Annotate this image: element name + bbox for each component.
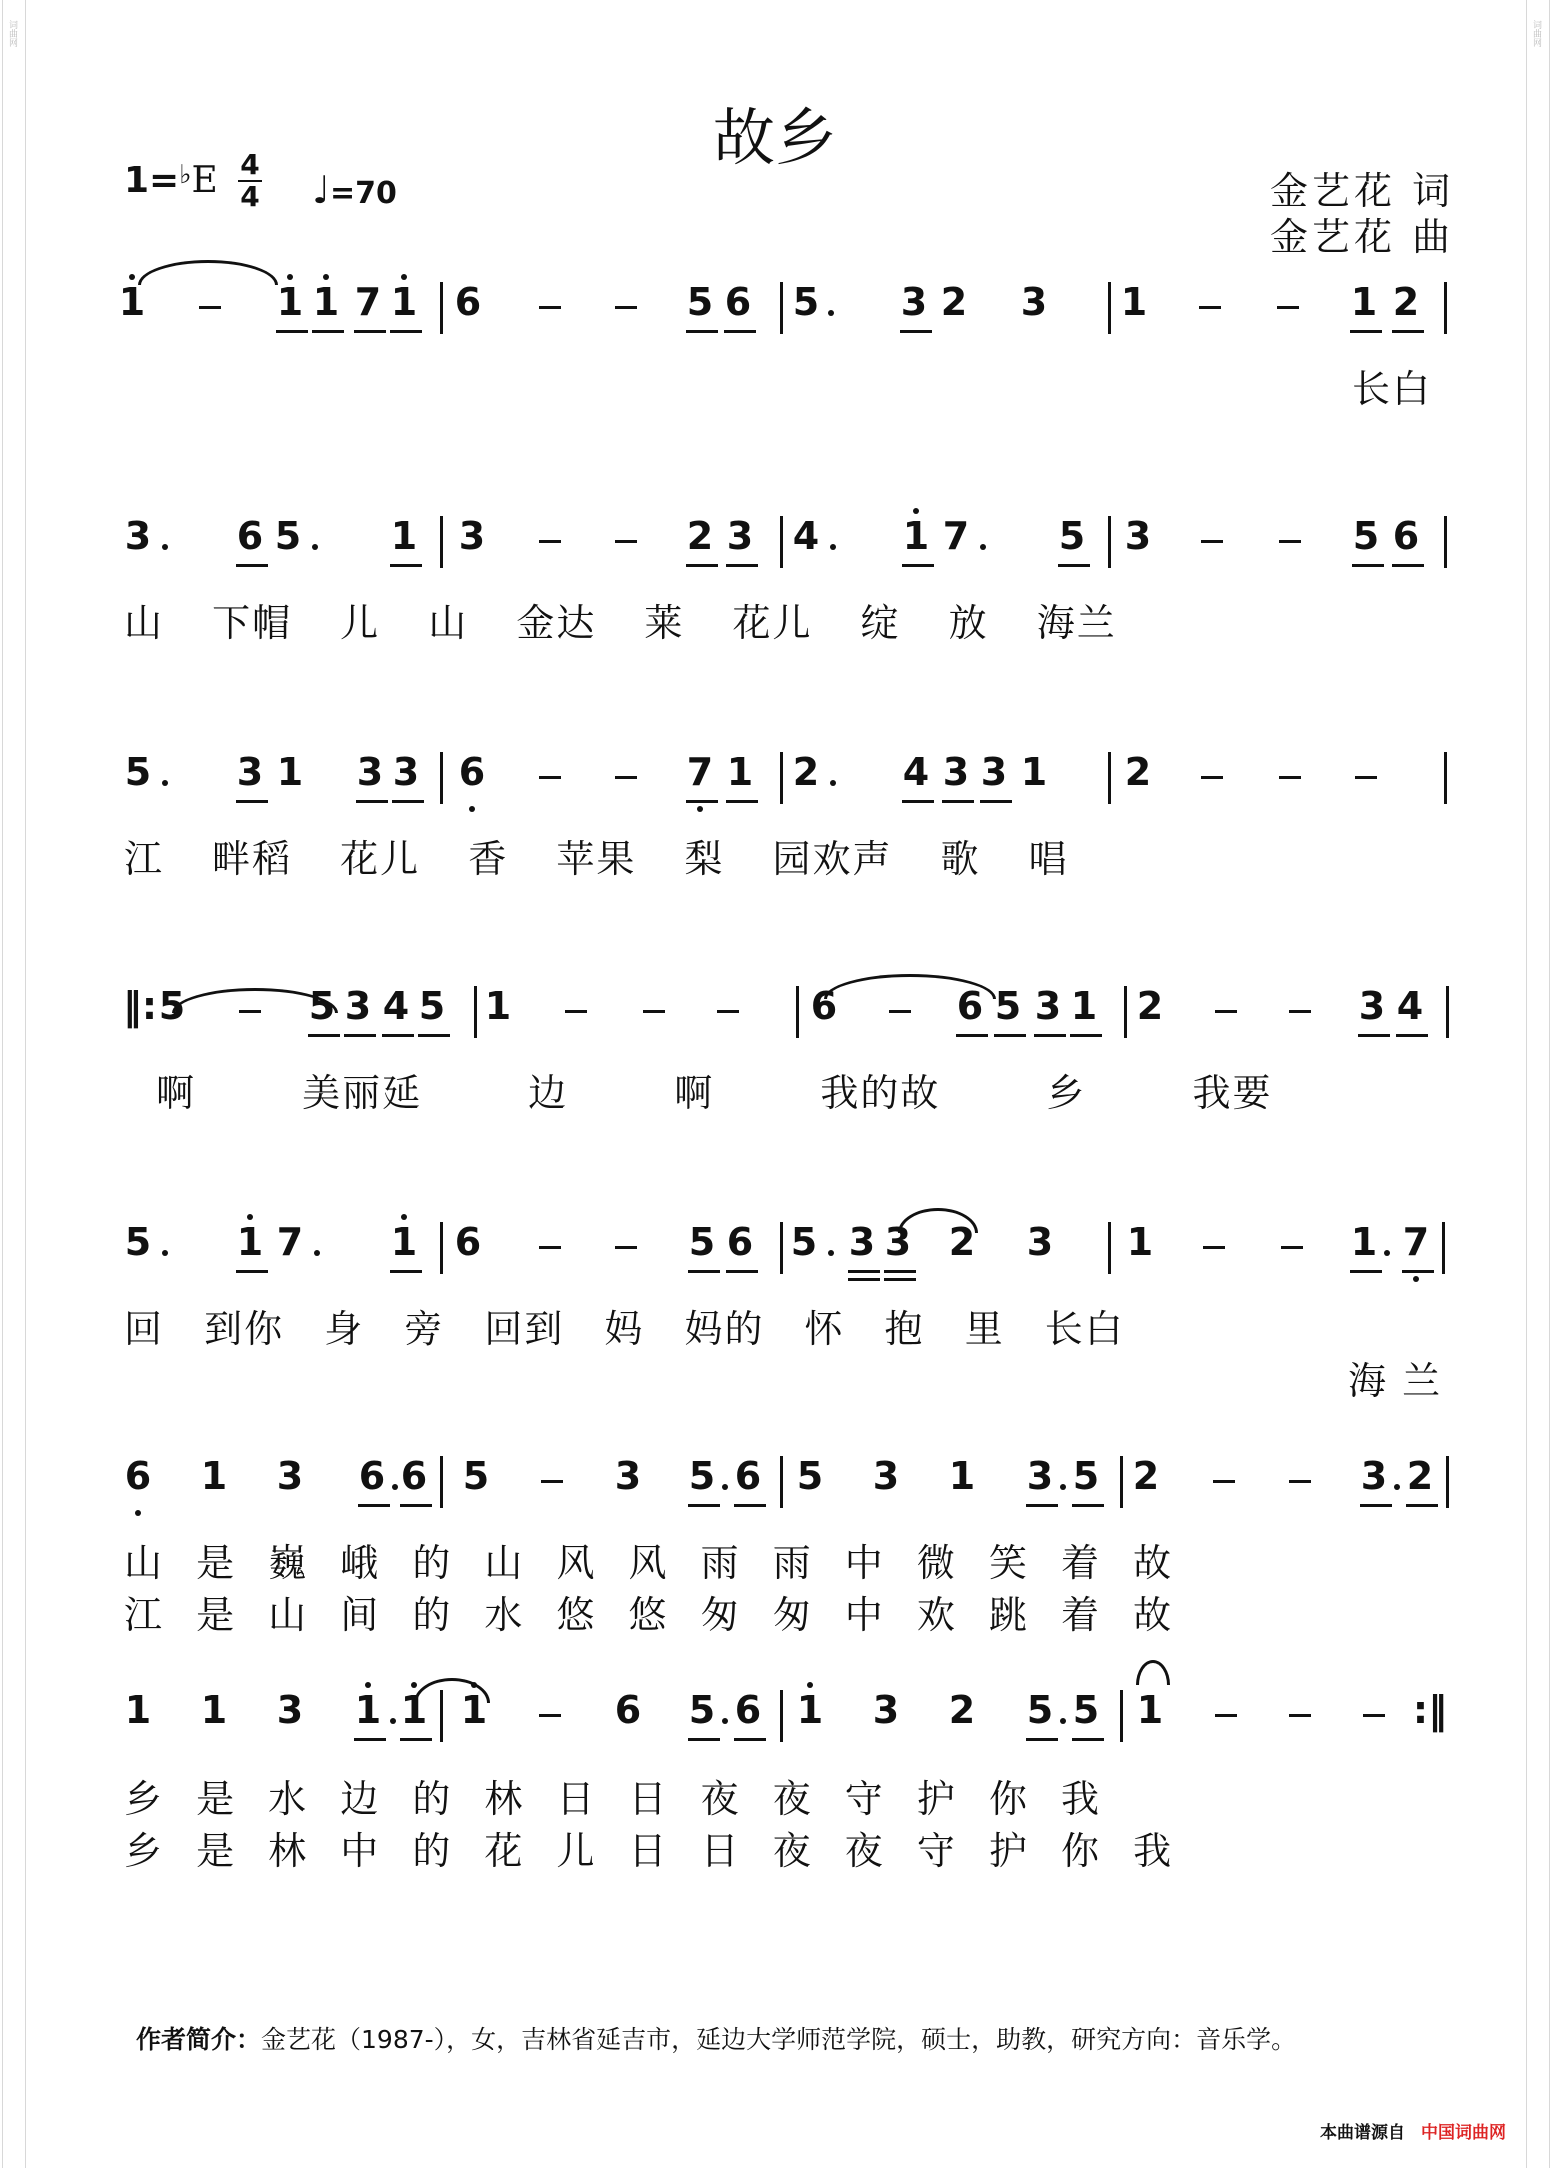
lyrics-line-6b: 江 是 山 间 的 水 悠 悠 匆 匆 中 欢 跳 着 故	[124, 1593, 1174, 1637]
eighth-underline	[354, 1738, 386, 1741]
barline	[780, 1456, 783, 1508]
extend-dash	[1201, 776, 1223, 779]
eighth-underline	[734, 1504, 766, 1507]
barline	[1120, 1690, 1123, 1742]
eighth-underline	[686, 564, 718, 567]
jianpu-note: 3	[392, 750, 420, 794]
eighth-underline	[1358, 1034, 1390, 1037]
eighth-underline	[1070, 1034, 1102, 1037]
jianpu-note: 3	[236, 750, 264, 794]
jianpu-note: 6	[734, 1454, 762, 1498]
composer-credit: 金艺花 曲	[1270, 215, 1455, 259]
extend-dash	[1279, 540, 1301, 543]
jianpu-note: 1	[200, 1688, 228, 1732]
jianpu-note: 5	[158, 984, 186, 1028]
augmentation-dot	[392, 1484, 398, 1490]
time-signature: 4 4	[238, 150, 262, 212]
jianpu-note: 6	[236, 514, 264, 558]
eighth-underline	[312, 330, 344, 333]
tie-slur	[898, 1208, 978, 1233]
barline	[780, 1690, 783, 1742]
jianpu-note: 5	[1352, 514, 1380, 558]
jianpu-note: 1	[390, 514, 418, 558]
key-signature: 1=♭E	[124, 160, 218, 201]
augmentation-dot	[1394, 1484, 1400, 1490]
low-octave-dot	[697, 806, 703, 812]
eighth-underline	[1350, 330, 1382, 333]
jianpu-note: 3	[1034, 984, 1062, 1028]
eighth-underline	[1360, 1504, 1392, 1507]
eighth-underline	[1072, 1504, 1104, 1507]
low-octave-dot	[469, 806, 475, 812]
high-octave-dot	[411, 1682, 417, 1688]
jianpu-note: 1	[276, 750, 304, 794]
left-watermark-strip	[2, 0, 26, 2168]
tie-slur	[414, 1678, 490, 1703]
jianpu-note: 6	[358, 1454, 386, 1498]
eighth-underline	[686, 330, 718, 333]
jianpu-note: 6	[724, 280, 752, 324]
extend-dash	[1277, 306, 1299, 309]
tempo-marking: ♩=70	[312, 168, 397, 212]
eighth-underline	[1026, 1504, 1058, 1507]
eighth-underline	[994, 1034, 1026, 1037]
tie-slur	[824, 974, 996, 999]
low-octave-dot	[135, 1510, 141, 1516]
extend-dash	[539, 306, 561, 309]
jianpu-note: 7	[942, 514, 970, 558]
extend-dash	[539, 540, 561, 543]
jianpu-note: 2	[1124, 750, 1152, 794]
jianpu-note: 3	[276, 1688, 304, 1732]
jianpu-note: 6	[726, 1220, 754, 1264]
eighth-underline	[308, 1034, 340, 1037]
eighth-underline	[1058, 564, 1090, 567]
high-octave-dot	[287, 274, 293, 280]
jianpu-note: 2	[686, 514, 714, 558]
jianpu-note: 5	[688, 1688, 716, 1732]
eighth-underline	[902, 564, 934, 567]
barline	[440, 282, 443, 334]
extend-dash	[1215, 1010, 1237, 1013]
lyrics-line-5b: 海 兰	[1348, 1359, 1443, 1403]
barline	[780, 516, 783, 568]
jianpu-note: 6	[956, 984, 984, 1028]
extend-dash	[615, 776, 637, 779]
sixteenth-underline	[848, 1278, 880, 1281]
jianpu-note: 1	[390, 1220, 418, 1264]
jianpu-note: 1	[796, 1688, 824, 1732]
sixteenth-underline	[884, 1278, 916, 1281]
jianpu-note: 3	[848, 1220, 876, 1264]
jianpu-note: 5	[1058, 514, 1086, 558]
high-octave-dot	[401, 274, 407, 280]
eighth-underline	[400, 1738, 432, 1741]
eighth-underline	[688, 1504, 720, 1507]
extend-dash	[1289, 1010, 1311, 1013]
eighth-underline	[848, 1270, 880, 1273]
barline	[1444, 752, 1447, 804]
barline	[796, 986, 799, 1038]
extend-dash	[643, 1010, 665, 1013]
extend-dash	[541, 1480, 563, 1483]
jianpu-note: 5	[994, 984, 1022, 1028]
jianpu-note: 1	[1350, 280, 1378, 324]
jianpu-note: 3	[872, 1688, 900, 1732]
jianpu-note: 6	[458, 750, 486, 794]
barline	[780, 1222, 783, 1274]
eighth-underline	[1406, 1504, 1438, 1507]
jianpu-note: 5	[790, 1220, 818, 1264]
jianpu-note: 5	[124, 750, 152, 794]
jianpu-note: 3	[614, 1454, 642, 1498]
jianpu-note: 5	[418, 984, 446, 1028]
jianpu-note: 1	[948, 1454, 976, 1498]
jianpu-note: 5	[1072, 1688, 1100, 1732]
jianpu-note: 5	[796, 1454, 824, 1498]
barline	[1446, 986, 1449, 1038]
jianpu-note: 5	[1026, 1688, 1054, 1732]
jianpu-note: 1	[1350, 1220, 1378, 1264]
extend-dash	[1215, 1714, 1237, 1717]
jianpu-note: 6	[1392, 514, 1420, 558]
jianpu-note: 5	[686, 280, 714, 324]
barline	[1444, 516, 1447, 568]
barline	[1442, 1222, 1445, 1274]
augmentation-dot	[1060, 1718, 1066, 1724]
lyrics-line-5: 回 到你 身 旁 回到 妈 妈的 怀 抱 里 长白	[124, 1307, 1125, 1351]
jianpu-note: 6	[454, 1220, 482, 1264]
jianpu-note: 3	[1360, 1454, 1388, 1498]
barline	[1108, 752, 1111, 804]
jianpu-note: 3	[1358, 984, 1386, 1028]
eighth-underline	[344, 1034, 376, 1037]
extend-dash	[199, 306, 221, 309]
jianpu-note: 1	[1136, 1688, 1164, 1732]
eighth-underline	[1396, 1034, 1428, 1037]
jianpu-note: 6	[734, 1688, 762, 1732]
augmentation-dot	[390, 1718, 396, 1724]
jianpu-note: 1	[390, 280, 418, 324]
eighth-underline	[900, 330, 932, 333]
eighth-underline	[1350, 1270, 1382, 1273]
jianpu-note: 6	[614, 1688, 642, 1732]
jianpu-note: 1	[1126, 1220, 1154, 1264]
high-octave-dot	[913, 508, 919, 514]
jianpu-note: 2	[940, 280, 968, 324]
barline	[1120, 1456, 1123, 1508]
jianpu-note: 1	[312, 280, 340, 324]
extend-dash	[539, 1246, 561, 1249]
eighth-underline	[358, 1504, 390, 1507]
jianpu-note: 1	[124, 1688, 152, 1732]
jianpu-note: 4	[1396, 984, 1424, 1028]
jianpu-note: 1	[726, 750, 754, 794]
eighth-underline	[724, 330, 756, 333]
eighth-underline	[236, 800, 268, 803]
lyrics-line-7b: 乡 是 林 中 的 花 儿 日 日 夜 夜 守 护 你 我	[124, 1829, 1174, 1873]
lyrics-line-3: 江 畔稻 花儿 香 苹果 梨 园欢声 歌 唱	[124, 837, 1069, 881]
eighth-underline	[902, 800, 934, 803]
extend-dash	[615, 540, 637, 543]
jianpu-note: 1	[484, 984, 512, 1028]
high-octave-dot	[807, 1682, 813, 1688]
barline	[1108, 516, 1111, 568]
high-octave-dot	[401, 1214, 407, 1220]
jianpu-note: 3	[356, 750, 384, 794]
jianpu-note: 7	[686, 750, 714, 794]
extend-dash	[1279, 776, 1301, 779]
barline	[440, 1456, 443, 1508]
barline	[440, 752, 443, 804]
high-octave-dot	[129, 274, 135, 280]
extend-dash	[615, 1246, 637, 1249]
eighth-underline	[382, 1034, 414, 1037]
lyrics-line-1: 长白	[1352, 367, 1433, 411]
augmentation-dot	[828, 310, 834, 316]
jianpu-note: 1	[354, 1688, 382, 1732]
jianpu-note: 1	[200, 1454, 228, 1498]
extend-dash	[1201, 540, 1223, 543]
extend-dash	[615, 306, 637, 309]
jianpu-note: 3	[124, 514, 152, 558]
extend-dash	[539, 776, 561, 779]
barline	[780, 282, 783, 334]
eighth-underline	[726, 564, 758, 567]
jianpu-note: 2	[792, 750, 820, 794]
jianpu-note: 5	[688, 1454, 716, 1498]
jianpu-note: 1	[118, 280, 146, 324]
jianpu-note: 4	[902, 750, 930, 794]
eighth-underline	[726, 1270, 758, 1273]
jianpu-note: 6	[454, 280, 482, 324]
jianpu-note: 1	[1120, 280, 1148, 324]
repeat-start: ‖:	[122, 984, 158, 1028]
jianpu-note: 3	[276, 1454, 304, 1498]
augmentation-dot	[1384, 1250, 1390, 1256]
eighth-underline	[956, 1034, 988, 1037]
extend-dash	[1203, 1246, 1225, 1249]
eighth-underline	[356, 800, 388, 803]
augmentation-dot	[722, 1484, 728, 1490]
barline	[780, 752, 783, 804]
lyrics-line-2: 山 下帽 儿 山 金达 莱 花儿 绽 放 海兰	[124, 601, 1117, 645]
eighth-underline	[400, 1504, 432, 1507]
augmentation-dot	[162, 544, 168, 550]
jianpu-note: 3	[980, 750, 1008, 794]
augmentation-dot	[980, 544, 986, 550]
eighth-underline	[1392, 564, 1424, 567]
eighth-underline	[418, 1034, 450, 1037]
eighth-underline	[236, 1270, 268, 1273]
jianpu-note: 3	[872, 1454, 900, 1498]
jianpu-note: 5	[1072, 1454, 1100, 1498]
eighth-underline	[726, 800, 758, 803]
jianpu-note: 2	[1136, 984, 1164, 1028]
extend-dash	[565, 1010, 587, 1013]
watermark-text: 词曲网	[7, 20, 17, 47]
eighth-underline	[1402, 1270, 1434, 1273]
barline	[1444, 282, 1447, 334]
song-title: 故乡	[712, 101, 837, 174]
jianpu-note: 1	[460, 1688, 488, 1732]
jianpu-note: 5	[274, 514, 302, 558]
jianpu-note: 1	[902, 514, 930, 558]
eighth-underline	[980, 800, 1012, 803]
jianpu-note: 3	[344, 984, 372, 1028]
lyricist-credit: 金艺花 词	[1270, 169, 1455, 213]
repeat-end: :‖	[1412, 1688, 1448, 1732]
augmentation-dot	[830, 780, 836, 786]
jianpu-note: 5	[462, 1454, 490, 1498]
jianpu-note: 7	[354, 280, 382, 324]
jianpu-note: 5	[688, 1220, 716, 1264]
extend-dash	[717, 1010, 739, 1013]
jianpu-note: 3	[726, 514, 754, 558]
extend-dash	[1199, 306, 1221, 309]
extend-dash	[889, 1010, 911, 1013]
jianpu-note: 2	[948, 1688, 976, 1732]
jianpu-note: 3	[458, 514, 486, 558]
jianpu-note: 3	[1026, 1220, 1054, 1264]
right-watermark-strip	[1526, 0, 1550, 2168]
eighth-underline	[686, 800, 718, 803]
barline	[440, 1222, 443, 1274]
augmentation-dot	[828, 1250, 834, 1256]
jianpu-note: 7	[276, 1220, 304, 1264]
tie-slur	[138, 260, 278, 285]
eighth-underline	[390, 330, 422, 333]
augmentation-dot	[830, 544, 836, 550]
jianpu-note: 6	[810, 984, 838, 1028]
high-octave-dot	[323, 274, 329, 280]
jianpu-note: 7	[1402, 1220, 1430, 1264]
barline	[1108, 282, 1111, 334]
watermark-text: 词曲网	[1531, 20, 1541, 47]
extend-dash	[1281, 1246, 1303, 1249]
eighth-underline	[884, 1270, 916, 1273]
jianpu-note: 3	[900, 280, 928, 324]
eighth-underline	[1026, 1738, 1058, 1741]
augmentation-dot	[312, 544, 318, 550]
eighth-underline	[392, 800, 424, 803]
eighth-underline	[1352, 564, 1384, 567]
eighth-underline	[1392, 330, 1424, 333]
jianpu-note: 2	[948, 1220, 976, 1264]
jianpu-note: 3	[1026, 1454, 1054, 1498]
barline	[474, 986, 477, 1038]
author-bio: 作者简介：金艺花（1987-），女，吉林省延吉市，延边大学师范学院，硕士，助教，研究方向：音乐学。	[136, 2025, 1297, 2054]
lyrics-line-4: 啊 美丽延 边 啊 我的故 乡 我要	[156, 1071, 1273, 1115]
high-octave-dot	[247, 1214, 253, 1220]
eighth-underline	[236, 564, 268, 567]
jianpu-note: 3	[1020, 280, 1048, 324]
eighth-underline	[390, 564, 422, 567]
extend-dash	[1213, 1480, 1235, 1483]
eighth-underline	[1034, 1034, 1066, 1037]
jianpu-note: 3	[884, 1220, 912, 1264]
eighth-underline	[276, 330, 308, 333]
jianpu-note: 2	[1392, 280, 1420, 324]
jianpu-note: 3	[942, 750, 970, 794]
jianpu-note: 5	[308, 984, 336, 1028]
augmentation-dot	[722, 1718, 728, 1724]
augmentation-dot	[162, 1250, 168, 1256]
jianpu-note: 3	[1124, 514, 1152, 558]
jianpu-note: 1	[1070, 984, 1098, 1028]
eighth-underline	[1072, 1738, 1104, 1741]
lyrics-line-7a: 乡 是 水 边 的 林 日 日 夜 夜 守 护 你 我	[124, 1777, 1102, 1821]
eighth-underline	[354, 330, 386, 333]
barline	[1446, 1456, 1449, 1508]
jianpu-note: 6	[400, 1454, 428, 1498]
jianpu-note: 1	[276, 280, 304, 324]
lyrics-line-6a: 山 是 巍 峨 的 山 风 风 雨 雨 中 微 笑 着 故	[124, 1541, 1174, 1585]
eighth-underline	[942, 800, 974, 803]
eighth-underline	[688, 1270, 720, 1273]
extend-dash	[539, 1714, 561, 1717]
jianpu-note: 1	[1020, 750, 1048, 794]
jianpu-note: 5	[792, 280, 820, 324]
low-octave-dot	[1413, 1276, 1419, 1282]
eighth-underline	[734, 1738, 766, 1741]
eighth-underline	[688, 1738, 720, 1741]
extend-dash	[1355, 776, 1377, 779]
high-octave-dot	[365, 1682, 371, 1688]
augmentation-dot	[314, 1250, 320, 1256]
jianpu-note: 6	[124, 1454, 152, 1498]
jianpu-note: 1	[400, 1688, 428, 1732]
jianpu-note: 1	[236, 1220, 264, 1264]
extend-dash	[1363, 1714, 1385, 1717]
augmentation-dot	[1060, 1484, 1066, 1490]
jianpu-note: 2	[1132, 1454, 1160, 1498]
jianpu-note: 2	[1406, 1454, 1434, 1498]
fermata	[1136, 1660, 1170, 1685]
eighth-underline	[390, 1270, 422, 1273]
barline	[440, 516, 443, 568]
jianpu-note: 4	[382, 984, 410, 1028]
jianpu-note: 4	[792, 514, 820, 558]
extend-dash	[1289, 1480, 1311, 1483]
barline	[1108, 1222, 1111, 1274]
extend-dash	[1289, 1714, 1311, 1717]
barline	[1124, 986, 1127, 1038]
augmentation-dot	[162, 780, 168, 786]
jianpu-note: 5	[124, 1220, 152, 1264]
source-credit: 本曲谱源自 中国词曲网	[1320, 2123, 1506, 2143]
